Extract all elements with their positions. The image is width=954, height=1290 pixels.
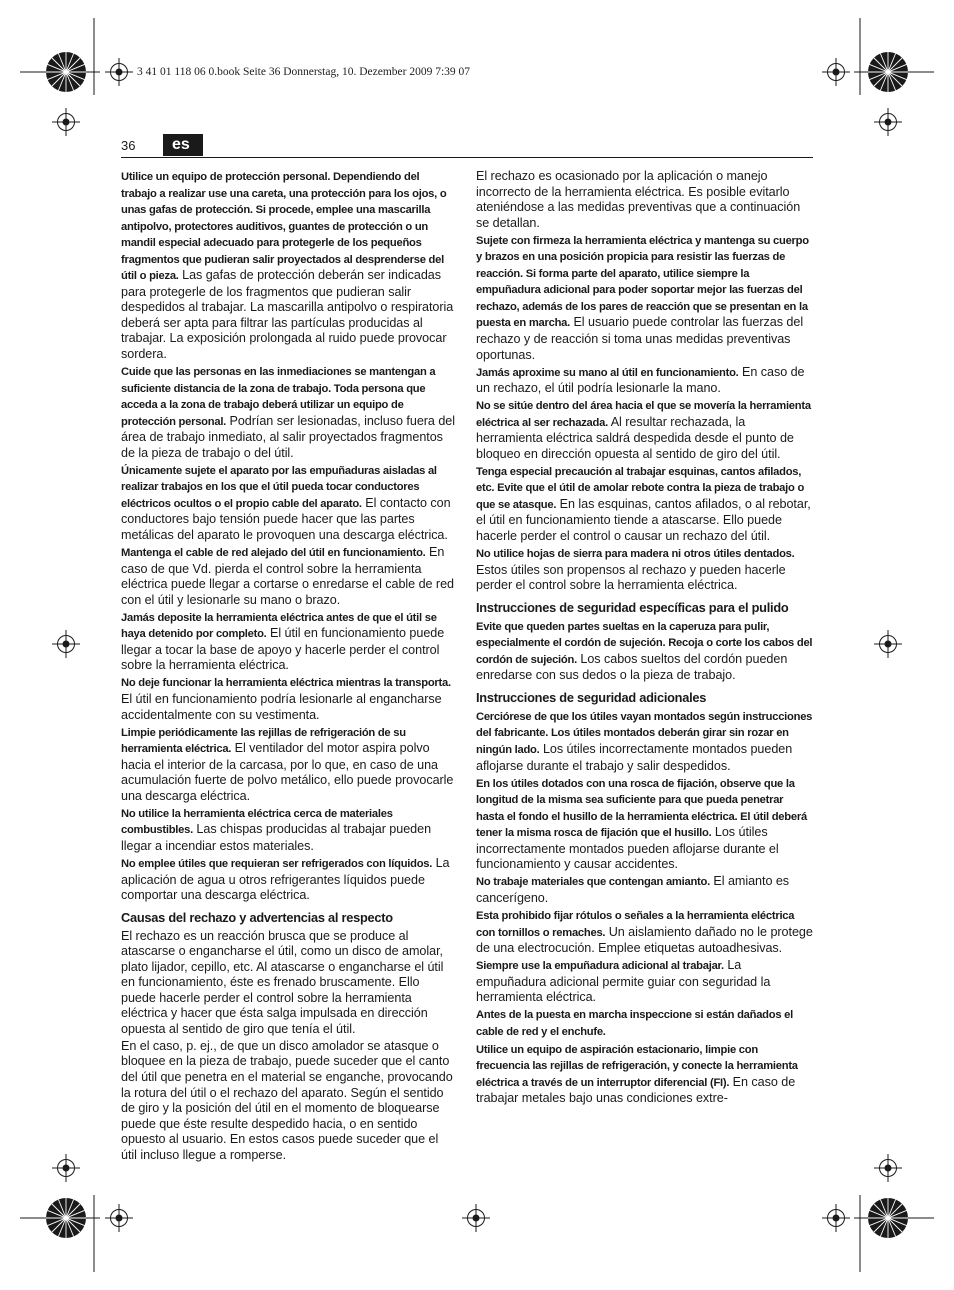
- paragraph: Limpie periódicamente las rejillas de refrigeración de su herramienta eléctrica. El ventilador del motor aspira polvo hacia el interior de la carcasa, por lo que, en caso de una acumulación fuerte de polvo metálico, ello puede provocarle una descarga eléctrica.: [121, 726, 454, 803]
- paragraph: No utilice hojas de sierra para madera ni otros útiles dentados. Estos útiles son propensos al rechazo y pueden hacerle perder el control sobre la herramienta eléctrica.: [476, 548, 795, 593]
- paragraph: Sujete con firmeza la herramienta eléctrica y mantenga su cuerpo y brazos en una posición propicia para resistir las fuerzas de reacción. Si forma parte del aparato, utilice siempre la empuñadura adicional para poder soportar mejor las fuerzas del rechazo, además de los pares de reacción que se presentan en la puesta en marcha. El usuario puede controlar las fuerzas del rechazo y de reacción si toma unas medidas preventivas oportunas.: [476, 234, 809, 362]
- paragraph: Cuide que las personas en las inmediaciones se mantengan a suficiente distancia de la zona de trabajo. Toda persona que acceda a la zona de trabajo deberá utilizar un equipo de protección personal. Podrían ser lesionadas, incluso fuera del área de trabajo inmediato, al salir proyectados fragmentos de la pieza de trabajo o del útil.: [121, 366, 455, 460]
- paragraph: En los útiles dotados con una rosca de fijación, observe que la longitud de la misma sea suficiente para que pueda penetrar hasta el fondo el husillo de la herramienta eléctrica. El útil deberá tener la misma rosca de fijación que el husillo. Los útiles incorrectamente montados pueden aflojarse durante el funcionamiento y causar accidentes.: [476, 777, 807, 872]
- paragraph: No utilice la herramienta eléctrica cerca de materiales combustibles. Las chispas producidas al trabajar pueden llegar a incendiar estos materiales.: [121, 807, 432, 853]
- language-tab: es: [163, 134, 203, 156]
- paragraph: Antes de la puesta en marcha inspeccione si están dañados el cable de red y el enchufe.: [476, 1009, 794, 1038]
- paragraph: Tenga especial precaución al trabajar esquinas, cantos afilados, etc. Evite que el útil de amolar rebote contra la pieza de trabajo o que se atasque. En las esquinas, cantos afilados, o al rebotar, el útil en funcionamiento tiende a atascarse. Ello puede hacerle perder el control o causar un rechazo del útil.: [476, 465, 811, 544]
- section-heading-polish: Instrucciones de seguridad específicas para el pulido: [476, 599, 789, 615]
- section-heading-kickback: Causas del rechazo y advertencias al respecto: [121, 909, 393, 925]
- paragraph: Siempre use la empuñadura adicional al trabajar. La empuñadura adicional permite guiar con seguridad la herramienta eléctrica.: [476, 958, 771, 1005]
- paragraph: Mantenga el cable de red alejado del útil en funcionamiento. En caso de que Vd. pierda el control sobre la herramienta eléctrica puede llegar a cortarse o enredarse el cable de red con el útil y lesionarle su mano o brazo.: [121, 545, 454, 607]
- left-column: [121, 169, 456, 1165]
- paragraph: En el caso, p. ej., de que un disco amolador se atasque o bloquee en la pieza de trabajo, puede suceder que el canto del útil que penetra en el material se enganche, provocando la rotura del útil o el rechazo del aparato. Según el sentido de giro y la posición del útil en el momento de bloquearse puede que éste resulte despedido hacia, o en sentido opuesto al usuario. En estos casos puede suceder que el útil incluso llegue a romperse.: [121, 1038, 453, 1162]
- paragraph: Utilice un equipo de protección personal. Dependiendo del trabajo a realizar use una careta, una protección para los ojos, o unas gafas de protección. Si procede, emplee una mascarilla antipolvo, protectores auditivos, guantes de protección o un mandil especial adecuado para protegerle de los pequeños fragmentos que pudieran salir proyectados al desprenderse del útil o pieza. Las gafas de protección deberán ser indicadas para protegerle de los fragmentos que pudieran salir despedidos al trabajar. La mascarilla antipolvo o respiratoria deberá ser apta para filtrar las partículas producidas al trabajar. La exposición prolongada al ruido puede provocar sordera.: [121, 171, 454, 362]
- page-number: 36: [121, 138, 136, 153]
- paragraph: Evite que queden partes sueltas en la caperuza para pulir, especialmente el cordón de sujeción. Recoja o corte los cabos del cordón de sujeción. Los cabos sueltos del cordón pueden enredarse con sus dedos o la pieza de trabajo.: [476, 620, 813, 683]
- paragraph: No emplee útiles que requieran ser refrigerados con líquidos. La aplicación de agua u otros refrigerantes líquidos puede comportar una descarga eléctrica.: [121, 855, 450, 903]
- paragraph: El rechazo es ocasionado por la aplicación o manejo incorrecto de la herramienta eléctrica. Es posible evitarlo ateniéndose a las medidas preventivas que a continuación se detallan.: [476, 169, 801, 230]
- header-rule: [121, 157, 813, 158]
- section-heading-additional: Instrucciones de seguridad adicionales: [476, 689, 707, 705]
- paragraph: Utilice un equipo de aspiración estacionario, limpie con frecuencia las rejillas de refrigeración, y conecte la herramienta eléctrica a través de un interruptor diferencial (FI). En caso de trabajar metales bajo unas condiciones extre-: [476, 1043, 798, 1106]
- right-column: [476, 169, 813, 1109]
- paragraph: No deje funcionar la herramienta eléctrica mientras la transporta. El útil en funcionamiento podría lesionarle al engancharse accidentalmente con su vestimenta.: [121, 677, 451, 722]
- paragraph: Jamás aproxime su mano al útil en funcionamiento. En caso de un rechazo, el útil podría lesionarle la mano.: [476, 364, 805, 396]
- print-slug: 3 41 01 118 06 0.book Seite 36 Donnerstag, 10. Dezember 2009 7:39 07: [137, 66, 471, 78]
- paragraph: El rechazo es un reacción brusca que se produce al atascarse o engancharse el útil, como un disco de amolar, plato lijador, cepillo, etc. Al atascarse o engancharse el útil en funcionamiento, éste es frenado bruscamente. Ello puede hacerle perder el control sobre la herramienta eléctrica y hacer que ésta salga impulsada en dirección opuesta al sentido de giro que tenía el útil.: [121, 928, 444, 1036]
- paragraph: Cerciórese de que los útiles vayan montados según instrucciones del fabricante. Los útiles montados deberán girar sin rozar en ningún lado. Los útiles incorrectamente montados pueden aflojarse durante el trabajo y salir despedidos.: [476, 710, 813, 773]
- paragraph: No trabaje materiales que contengan amianto. El amianto es cancerígeno.: [476, 874, 790, 905]
- paragraph: Jamás deposite la herramienta eléctrica antes de que el útil se haya detenido por completo. El útil en funcionamiento puede llegar a tocar la base de apoyo y hacerle perder el control sobre la herramienta eléctrica.: [121, 611, 445, 673]
- paragraph: Únicamente sujete el aparato por las empuñaduras aisladas al realizar trabajos en los que el útil pueda tocar conductores eléctricos ocultos o el propio cable del aparato. El contacto con conductores bajo tensión puede hacer que las partes metálicas del aparato le provoquen una descarga eléctrica.: [121, 464, 451, 543]
- paragraph: No se sitúe dentro del área hacia el que se movería la herramienta eléctrica al ser rechazada. Al resultar rechazada, la herramienta eléctrica saldrá despedida desde el punto de bloqueo en dirección opuesta al sentido de giro del útil.: [476, 400, 811, 461]
- paragraph: Esta prohibido fijar rótulos o señales a la herramienta eléctrica con tornillos o remaches. Un aislamiento dañado no le protege de una electrocución. Emplee etiquetas autoadhesivas.: [476, 909, 813, 956]
